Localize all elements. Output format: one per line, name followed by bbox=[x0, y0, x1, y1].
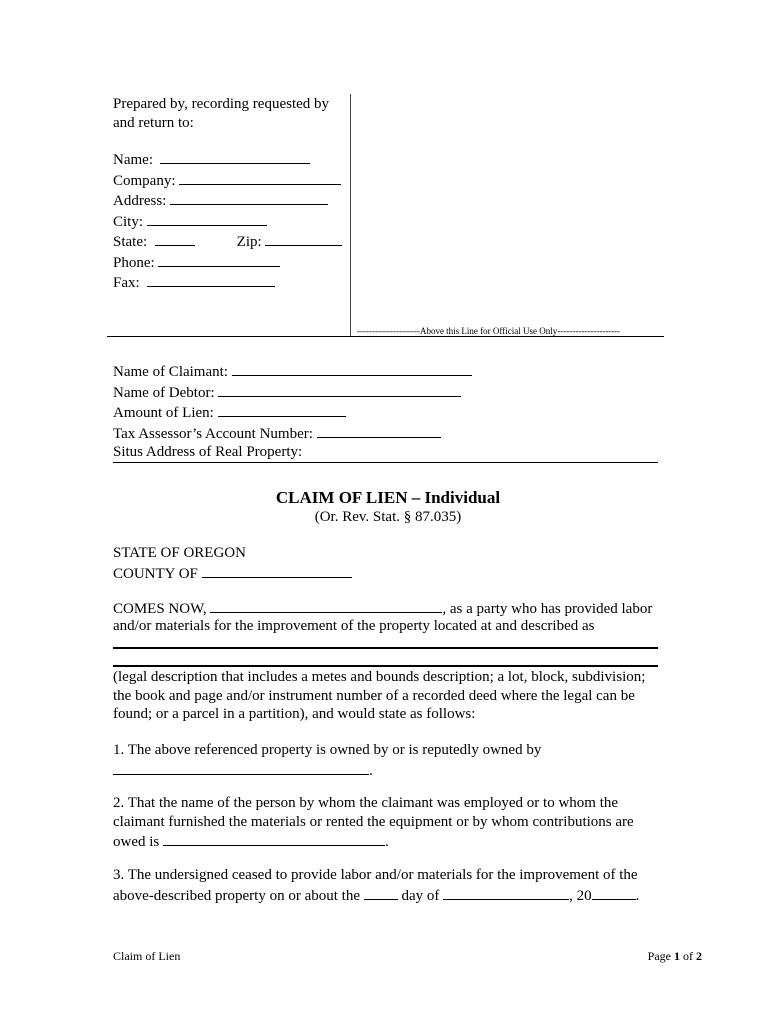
item-2 bbox=[113, 794, 634, 852]
fax-blank bbox=[147, 272, 275, 287]
comes-now-line2: and/or materials for the improvement of the property located at and described as bbox=[113, 618, 595, 634]
name-blank bbox=[160, 149, 310, 164]
zip-blank bbox=[265, 231, 342, 246]
phone-label: Phone: bbox=[113, 254, 155, 271]
state-zip-field-row bbox=[113, 231, 342, 252]
owner-blank bbox=[113, 760, 369, 775]
company-label: Company: bbox=[113, 172, 176, 189]
state-label: State: bbox=[113, 234, 148, 250]
day-blank bbox=[364, 885, 398, 900]
item-3-line-2 bbox=[113, 885, 639, 906]
amount-row bbox=[113, 402, 472, 423]
item-3-date-label: above-described property on or about the bbox=[113, 887, 360, 904]
amount-blank bbox=[218, 402, 346, 417]
page-of: of bbox=[683, 949, 693, 963]
county-label: COUNTY OF bbox=[113, 565, 198, 582]
item-3-line-1: 3. The undersigned ceased to provide labor and/or materials for the improvement of the bbox=[113, 867, 638, 883]
situs-label: Situs Address of Real Property: bbox=[113, 444, 303, 460]
situs-row bbox=[113, 443, 472, 462]
company-blank bbox=[179, 170, 341, 185]
address-field-row bbox=[113, 190, 342, 211]
county-row bbox=[113, 563, 352, 584]
official-use-line bbox=[107, 336, 664, 337]
document-title: CLAIM OF LIEN – Individual bbox=[275, 488, 501, 507]
page-number bbox=[648, 949, 702, 964]
legal-line-1: (legal description that includes a metes and bounds description; a lot, block, subdivision; bbox=[113, 669, 646, 685]
comes-now-row bbox=[113, 598, 652, 619]
page-total: 2 bbox=[696, 949, 702, 963]
item-3 bbox=[113, 866, 639, 905]
official-use-note: ---------------------Above this Line for Official Use Only--------------------- bbox=[357, 326, 621, 336]
name-label: Name: bbox=[113, 152, 153, 168]
item-2-line-3 bbox=[113, 831, 634, 852]
year-blank bbox=[592, 885, 636, 900]
company-field-row bbox=[113, 170, 342, 191]
address-blank bbox=[170, 190, 328, 205]
header-vertical-divider bbox=[350, 94, 351, 336]
debtor-blank bbox=[218, 382, 461, 397]
month-blank bbox=[443, 885, 569, 900]
item-2-line-1: 2. That the name of the person by whom the claimant was employed or to whom the bbox=[113, 795, 619, 811]
comes-now-label: COMES NOW, bbox=[113, 601, 207, 617]
tax-account-label: Tax Assessor’s Account Number: bbox=[113, 425, 313, 442]
debtor-row bbox=[113, 382, 472, 403]
item-1-line-1: 1. The above referenced property is owned by or is reputedly owned by bbox=[113, 742, 542, 758]
phone-blank bbox=[158, 252, 280, 267]
legal-line-2: the book and page and/or instrument number of a recorded deed where the legal can be bbox=[113, 687, 635, 704]
item-2-owed-label: owed is bbox=[113, 834, 160, 850]
item-3-day-of: day of bbox=[401, 887, 440, 904]
zip-label: Zip: bbox=[236, 234, 262, 250]
legal-line-3: found; or a parcel in a partition), and would state as follows: bbox=[113, 706, 476, 722]
item-2-end: . bbox=[385, 834, 389, 850]
tax-account-row bbox=[113, 423, 472, 444]
amount-label: Amount of Lien: bbox=[113, 405, 214, 421]
footer-left: Claim of Lien bbox=[113, 949, 181, 963]
item-1-end: . bbox=[369, 762, 373, 779]
fax-label: Fax: bbox=[113, 275, 140, 291]
item-2-line-2: claimant furnished the materials or rented the equipment or by whom contributions are bbox=[113, 813, 634, 830]
phone-field-row bbox=[113, 252, 342, 273]
city-label: City: bbox=[113, 213, 144, 230]
property-description-line-1 bbox=[113, 647, 658, 649]
prepared-by-heading bbox=[113, 95, 329, 132]
prepared-by-line2: and return to: bbox=[113, 114, 194, 131]
comes-now-tail: , as a party who has provided labor bbox=[442, 601, 653, 617]
document-subtitle: (Or. Rev. Stat. § 87.035) bbox=[314, 509, 462, 525]
county-blank bbox=[202, 563, 352, 578]
name-field-row bbox=[113, 149, 342, 170]
claimant-blank bbox=[232, 361, 472, 376]
state-blank bbox=[155, 231, 195, 246]
debtor-label: Name of Debtor: bbox=[113, 384, 215, 401]
item-3-end: . bbox=[635, 887, 640, 904]
tax-account-blank bbox=[317, 423, 441, 438]
prepared-by-line1: Prepared by, recording requested by bbox=[113, 96, 330, 112]
claimant-name-blank bbox=[210, 598, 442, 613]
item-3-year-prefix: , 20 bbox=[569, 887, 592, 904]
page-prefix: Page bbox=[647, 949, 671, 963]
page-current: 1 bbox=[674, 949, 680, 963]
item-1 bbox=[113, 741, 541, 780]
employer-blank bbox=[163, 831, 385, 846]
city-blank bbox=[147, 211, 267, 226]
item-1-owner-row bbox=[113, 760, 541, 781]
fax-field-row bbox=[113, 272, 342, 293]
state-line: STATE OF OREGON bbox=[113, 545, 246, 561]
venue-block bbox=[113, 544, 352, 583]
city-field-row bbox=[113, 211, 342, 232]
claimant-label: Name of Claimant: bbox=[113, 364, 228, 380]
situs-address-line bbox=[113, 462, 658, 463]
address-label: Address: bbox=[113, 193, 167, 209]
return-address-fields bbox=[113, 149, 342, 293]
lien-info-fields bbox=[113, 361, 472, 462]
claimant-row bbox=[113, 361, 472, 382]
legal-description-note bbox=[113, 668, 645, 724]
property-description-line-2 bbox=[113, 665, 658, 667]
